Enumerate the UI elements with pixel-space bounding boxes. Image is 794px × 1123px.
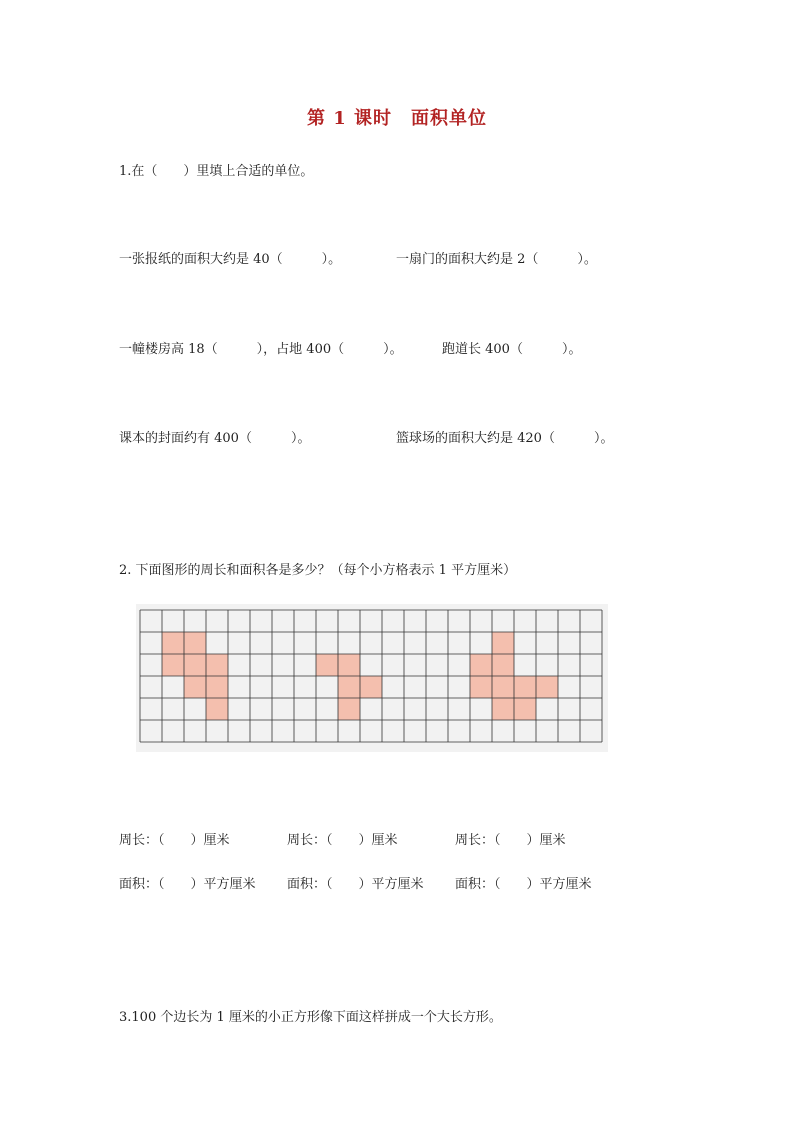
q1-line-basketball-court: 篮球场的面积大约是 420（ ）。: [396, 431, 614, 446]
shaded-cell: [514, 676, 536, 698]
perimeter-answer-2: 周长：（ ）厘米: [287, 833, 398, 848]
shaded-cell: [206, 654, 228, 676]
question-1-prompt: 1.在（ ）里填上合适的单位。: [119, 164, 314, 179]
shaded-cell: [338, 654, 360, 676]
area-answer-3: 面积：（ ）平方厘米: [455, 877, 592, 892]
shaded-cell: [338, 698, 360, 720]
area-answer-2: 面积：（ ）平方厘米: [287, 877, 424, 892]
shaded-cell: [470, 676, 492, 698]
shaded-cell: [492, 676, 514, 698]
shaded-cell: [206, 698, 228, 720]
shaded-cell: [162, 632, 184, 654]
shaded-cell: [338, 676, 360, 698]
shaded-cell: [184, 632, 206, 654]
area-answer-1: 面积：（ ）平方厘米: [119, 877, 256, 892]
shaded-cell: [162, 654, 184, 676]
shaded-cell: [316, 654, 338, 676]
shaded-cell: [184, 654, 206, 676]
shaded-cell: [492, 654, 514, 676]
q1-line-building: 一幢楼房高 18（ ），占地 400（ ）。: [119, 342, 403, 357]
shaded-cell: [184, 676, 206, 698]
shaded-cell: [360, 676, 382, 698]
shaded-cell: [492, 632, 514, 654]
q1-line-newspaper: 一张报纸的面积大约是 40（ ）。: [119, 252, 342, 267]
perimeter-answer-1: 周长：（ ）厘米: [119, 833, 230, 848]
q1-line-track: 跑道长 400（ ）。: [442, 342, 582, 357]
q1-line-book-cover: 课本的封面约有 400（ ）。: [119, 431, 311, 446]
shaded-cell: [536, 676, 558, 698]
page-title: 第 1 课时 面积单位: [306, 108, 488, 129]
grid-figure: [136, 604, 608, 752]
question-3-prompt: 3.100 个边长为 1 厘米的小正方形像下面这样拼成一个大长方形。: [119, 1010, 502, 1025]
shaded-cell: [470, 654, 492, 676]
question-2-prompt: 2. 下面图形的周长和面积各是多少？（每个小方格表示 1 平方厘米）: [119, 563, 517, 578]
shaded-cell: [492, 698, 514, 720]
grid-svg: [136, 604, 608, 752]
shaded-cell: [514, 698, 536, 720]
perimeter-answer-3: 周长：（ ）厘米: [455, 833, 566, 848]
q1-line-door: 一扇门的面积大约是 2（ ）。: [396, 252, 597, 267]
shaded-cell: [206, 676, 228, 698]
